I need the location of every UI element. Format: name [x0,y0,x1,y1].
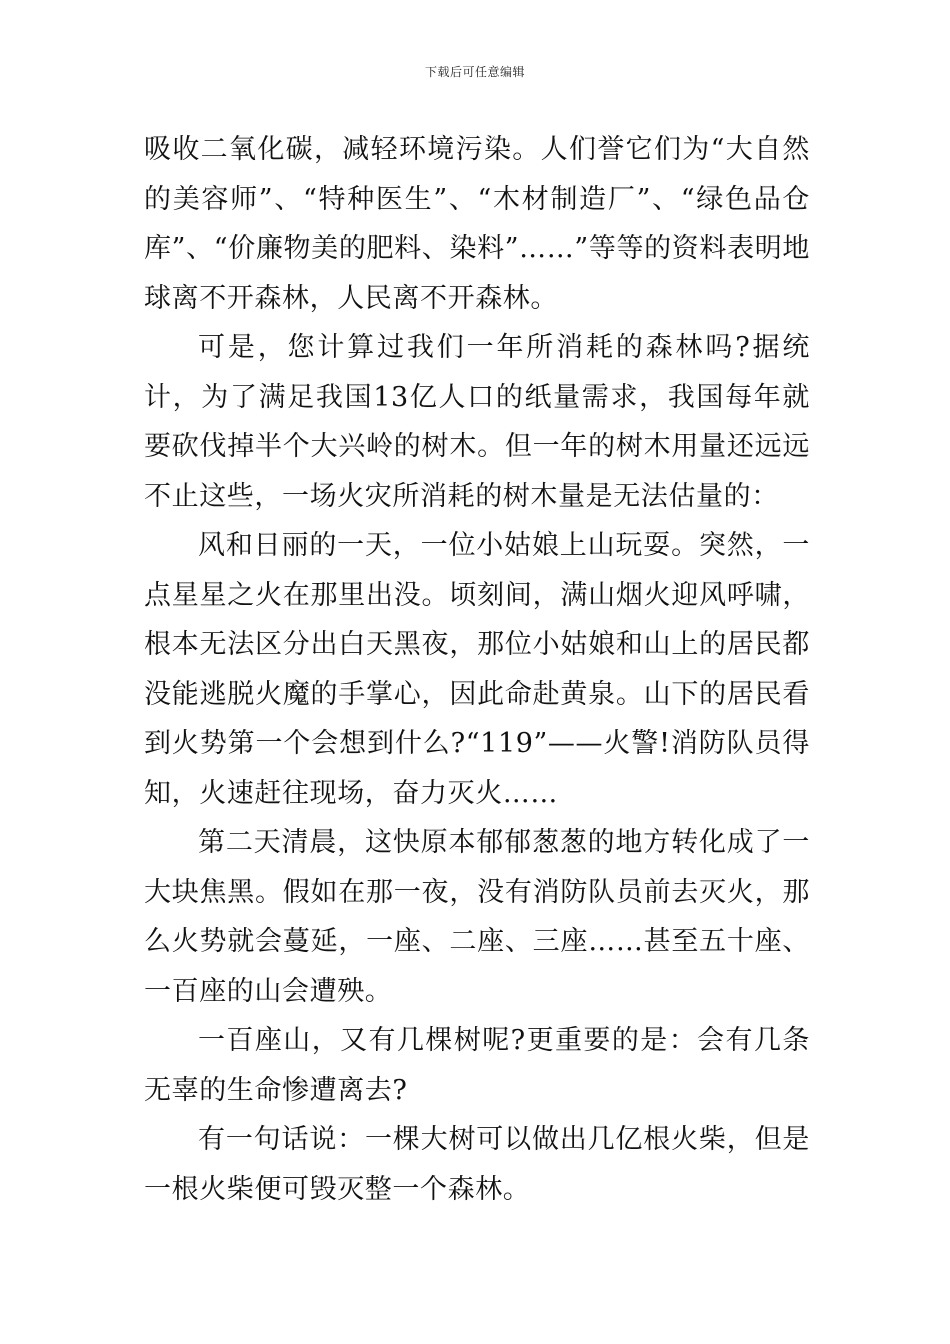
document-body [144,125,810,1214]
paragraph: 可是，您计算过我们一年所消耗的森林吗?据统计，为了满足我国13亿人口的纸量需求，我国每年就要砍伐掉半个大兴岭的树木。但一年的树木用量还远远不止这些，一场火灾所消耗的树木量是无法估量的： [144,332,810,512]
paragraph: 吸收二氧化碳，减轻环境污染。人们誉它们为“大自然的美容师”、“特种医生”、“木材制造厂”、“绿色品仓库”、“价廉物美的肥料、染料”……”等等的资料表明地球离不开森林，人民离不开森林。 [144,134,810,314]
paragraph: 一百座山，又有几棵树呢?更重要的是：会有几条无辜的生命惨遭离去? [144,1025,810,1106]
paragraph: 有一句话说：一棵大树可以做出几亿根火柴，但是一根火柴便可毁灭整一个森林。 [144,1124,810,1205]
paragraph: 第二天清晨，这快原本郁郁葱葱的地方转化成了一大块焦黑。假如在那一夜，没有消防队员前去灭火，那么火势就会蔓延，一座、二座、三座……甚至五十座、一百座的山会遭殃。 [144,827,810,1007]
paragraph: 风和日丽的一天，一位小姑娘上山玩耍。突然，一点星星之火在那里出没。顷刻间，满山烟火迎风呼啸，根本无法区分出白天黑夜，那位小姑娘和山上的居民都没能逃脱火魔的手掌心，因此命赴黄泉。山下的居民看到火势第一个会想到什么?“119”——火警!消防队员得知，火速赶往现场，奋力灭火…… [144,530,810,809]
header-note: 下载后可任意编辑 [424,65,525,79]
